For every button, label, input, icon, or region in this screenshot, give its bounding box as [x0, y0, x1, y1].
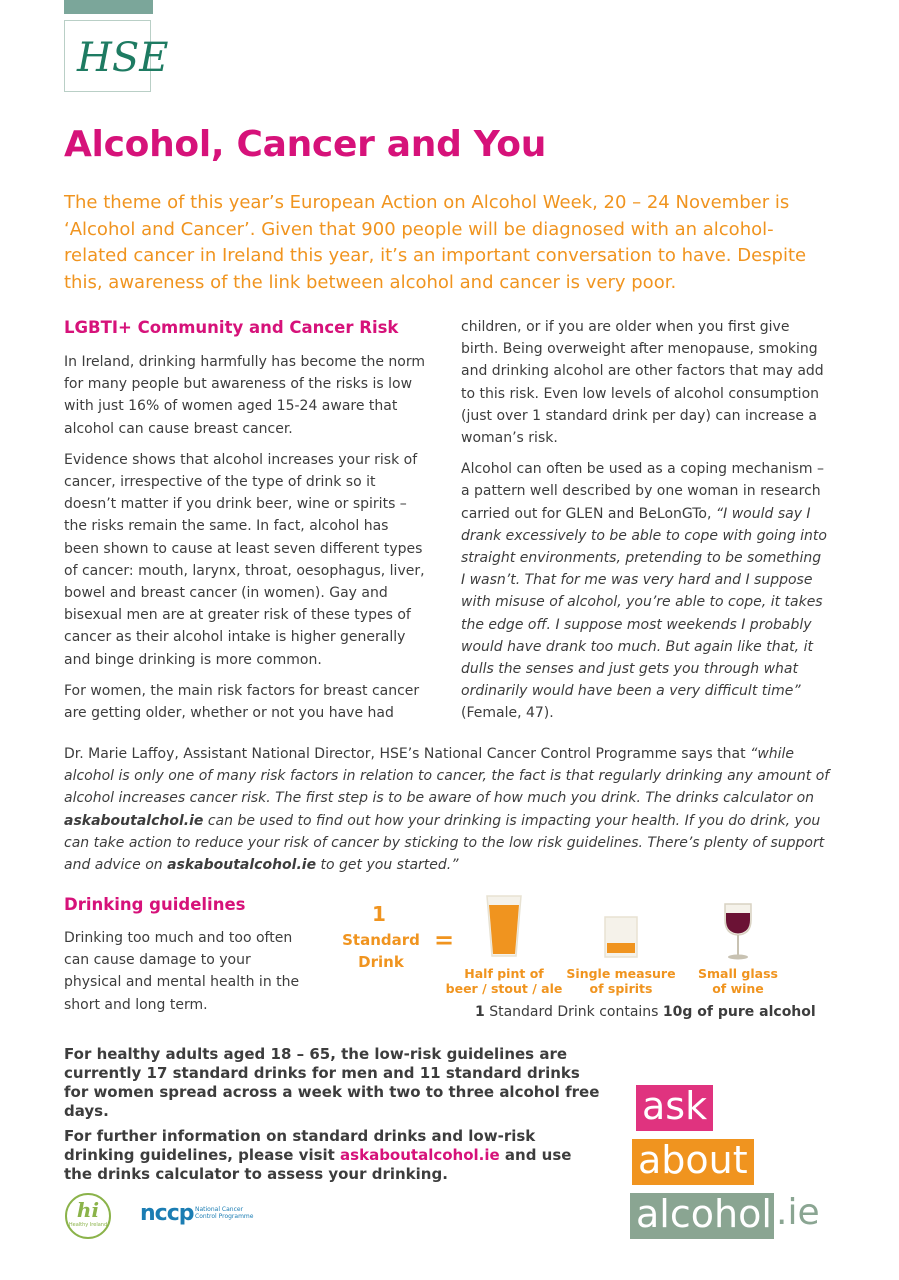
brand-word-alcohol: alcohol [630, 1193, 774, 1239]
brand-word-ie: .ie [776, 1192, 820, 1233]
right-paragraph-2 [461, 458, 827, 724]
healthy-ireland-text: Healthy Ireland [68, 1222, 108, 1228]
lgbti-heading: LGBTI+ Community and Cancer Risk [64, 318, 399, 337]
brand-word-about: about [632, 1139, 754, 1185]
standard-drink-count: 1 [372, 902, 386, 926]
statement-quote-2: can be used to find out how your drinking is impacting your health. If you do drink, you can take action to reduce your risk of cancer by sticking to the low risk guidelines. There’s plenty of support and advice on [64, 812, 825, 874]
drink-caption-wine [690, 966, 786, 996]
drink-caption-beer-line1: Half pint of [464, 966, 544, 981]
statement-link-1[interactable]: askaboutalchol.ie [64, 812, 204, 829]
drink-caption-spirits-line2: of spirits [589, 981, 653, 996]
right-paragraph-2-intro: Alcohol can often be used as a coping mechanism – a pattern well described by one woman in research carried out for GLEN and BeLonGTo, [461, 461, 824, 522]
drink-caption-spirits [566, 966, 676, 996]
low-risk-paragraph-2 [64, 1127, 604, 1184]
standard-drink-label-line2: Drink [358, 953, 404, 971]
brand-word-ask: ask [636, 1085, 713, 1131]
nccp-logo-text-line2: Control Programme [195, 1213, 254, 1220]
wine-glass-icon [721, 902, 755, 960]
statement-lead: Dr. Marie Laffoy, Assistant National Director, HSE’s National Cancer Control Programme says that [64, 746, 751, 762]
intro-paragraph: The theme of this year’s European Action on Alcohol Week, 20 – 24 November is ‘Alcohol and Cancer’. Given that 900 people will be diagnosed with an alcohol-related cancer in Ireland this year, it’s an important conversation to have. Despite this, awareness of the link between alcohol and cancer is very poor. [64, 192, 807, 293]
beer-glass-icon [484, 893, 524, 959]
statement-quote-3: to get you started.” [316, 857, 459, 874]
left-paragraph-3: For women, the main risk factors for breast cancer are getting older, whether or not you have had [64, 682, 420, 722]
page-title: Alcohol, Cancer and You [64, 124, 547, 165]
low-risk-guidelines [64, 1045, 604, 1190]
standard-drink-note-mid: Standard Drink contains [484, 1004, 663, 1020]
left-paragraph-2: Evidence shows that alcohol increases your risk of cancer, irrespective of the type of drink so it doesn’t matter if you drink beer, wine or spirits – the risks remain the same. In fact, alcohol has been shown to cause at least seven different types of cancer: mouth, larynx, throat, oesophagus, liver, bowel and breast cancer (in women). Gay and bisexual men are at greater risk of these types of cancer as their alcohol intake is higher generally and binge drinking is more common. [64, 451, 425, 668]
low-risk-paragraph-1: For healthy adults aged 18 – 65, the low-risk guidelines are currently 17 standard drinks for men and 11 standard drinks for women spread across a week with two to three alcohol free days. [64, 1045, 600, 1120]
statement-link-2[interactable]: askaboutalcohol.ie [167, 857, 317, 874]
standard-drink-label [337, 929, 425, 973]
statement-quote-1: “while alcohol is only one of many risk factors in relation to cancer, the fact is that regularly drinking any amount of alcohol increases cancer risk. The first step is to be aware of how much you drink. The drinks calculator on [64, 746, 830, 807]
hse-logo-text: HSE [77, 35, 169, 81]
right-paragraph-1: children, or if you are older when you first give birth. Being overweight after menopause, smoking and drinking alcohol are other factors that may add to this risk. Even low levels of alcohol consumption (just over 1 standard drink per day) can increase a woman’s risk. [461, 319, 824, 447]
standard-drink-note [475, 1004, 816, 1020]
guidelines-text: Drinking too much and too often can cause damage to your physical and mental health in the short and long term. [64, 930, 300, 1013]
right-column [461, 316, 827, 734]
guidelines-heading: Drinking guidelines [64, 895, 246, 914]
hse-logo [64, 20, 169, 92]
director-statement [64, 743, 834, 876]
drink-caption-beer [444, 966, 564, 996]
low-risk-paragraph-2-b: and use the drinks calculator to assess your drinking. [64, 1146, 572, 1183]
standard-drink-note-num: 1 [475, 1004, 485, 1020]
nccp-logo-text-line1: National Cancer [195, 1206, 244, 1213]
low-risk-paragraph-2-a: For further information on standard drinks and low-risk drinking guidelines, please visit [64, 1127, 536, 1164]
left-column [64, 351, 426, 733]
drink-caption-wine-line2: of wine [712, 981, 764, 996]
drink-caption-spirits-line1: Single measure [566, 966, 676, 981]
standard-drink-note-bold: 10g of pure alcohol [662, 1004, 816, 1020]
ask-about-alcohol-logo [630, 1085, 840, 1245]
healthy-ireland-mark: hi [76, 1198, 100, 1222]
left-paragraph-1: In Ireland, drinking harmfully has become the norm for many people but awareness of the risks is low with just 16% of women aged 15-24 aware that alcohol can cause breast cancer. [64, 354, 425, 437]
testimonial-attribution: (Female, 47). [461, 705, 554, 722]
standard-drink-label-line1: Standard [342, 931, 420, 949]
testimonial-quote: “I would say I drank excessively to be able to cope with going into straight environments, pretending to be something I wasn’t. That for me was very hard and I suppose with misuse of alcohol, you’re able to cope, it takes the edge off. I suppose most weekends I probably would have drank too much. But again like that, it dulls the senses and just gets you through what ordinarily would have been a very difficult time” [461, 505, 827, 700]
nccp-logo-text [195, 1206, 253, 1220]
drink-caption-beer-line2: beer / stout / ale [445, 981, 563, 996]
header-bar [64, 0, 153, 14]
equals-sign: = [434, 926, 455, 954]
drink-caption-wine-line1: Small glass [698, 966, 778, 981]
nccp-logo-mark: nccp [140, 1201, 194, 1226]
healthy-ireland-logo [64, 1192, 112, 1240]
askaboutalcohol-link[interactable]: askaboutalcohol.ie [340, 1146, 500, 1164]
spirits-glass-icon [604, 916, 638, 958]
